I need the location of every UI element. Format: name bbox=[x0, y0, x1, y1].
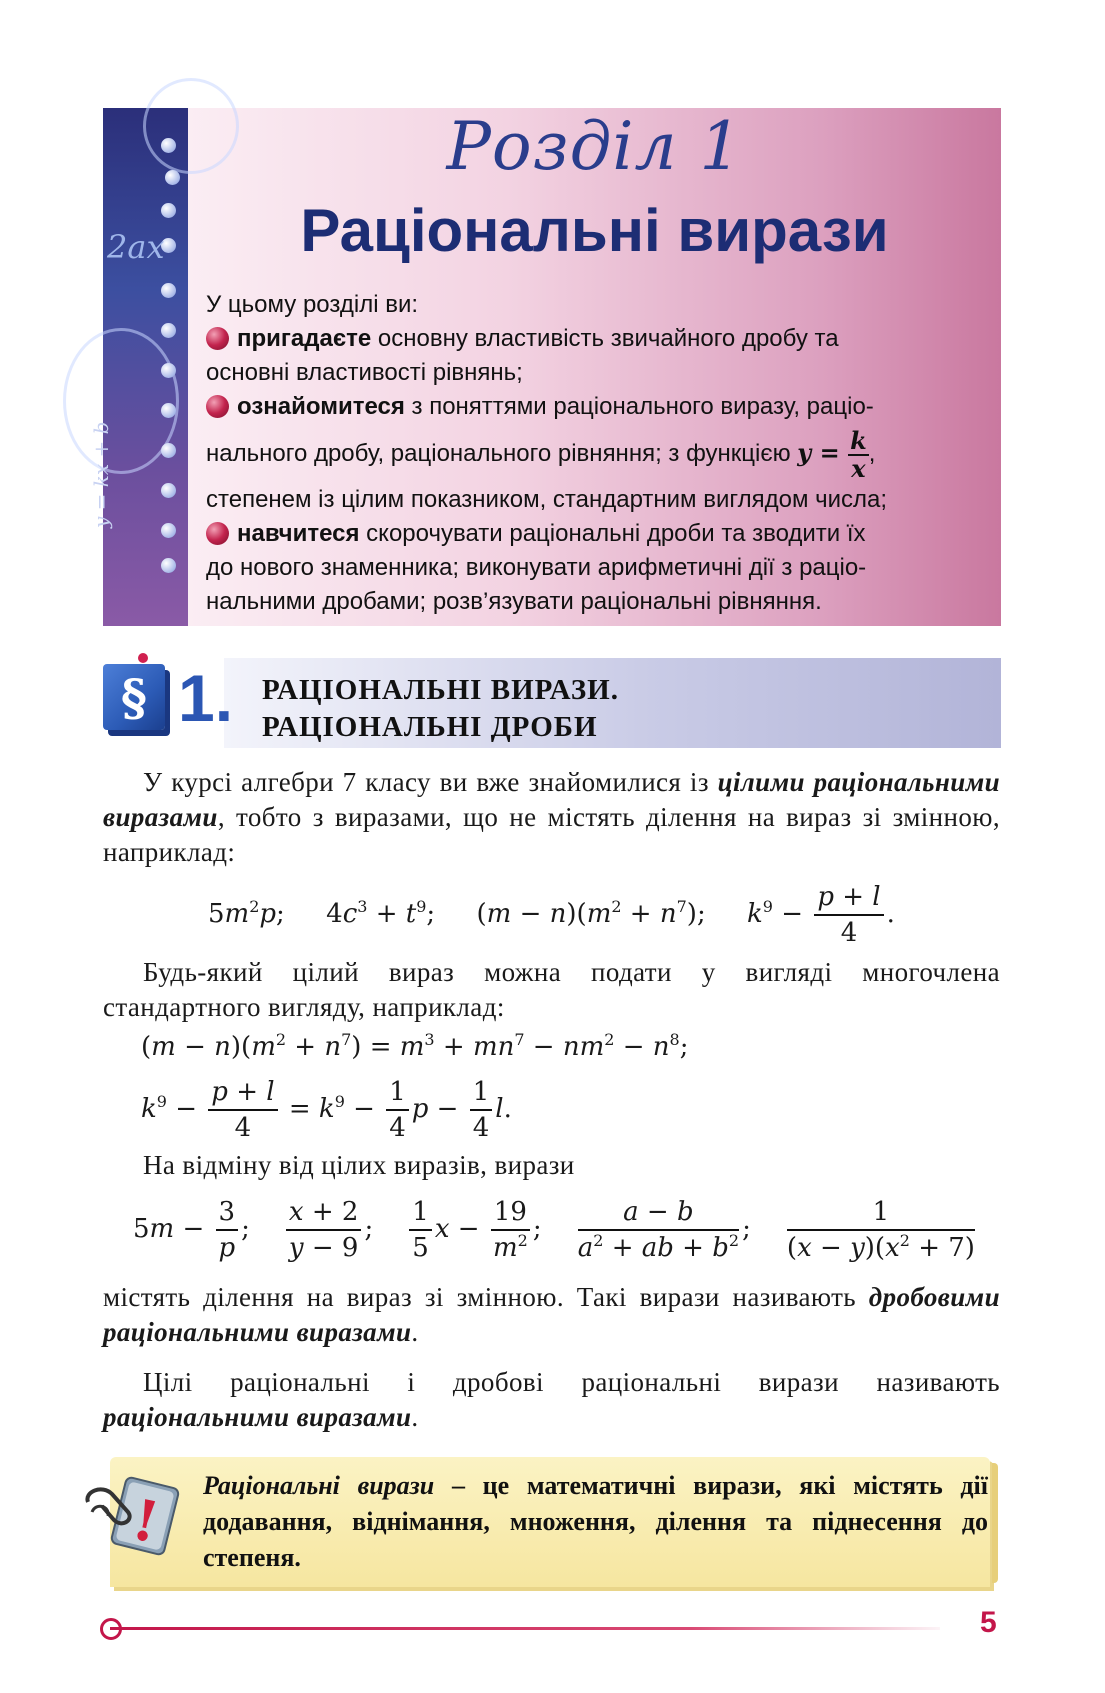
paragraph bbox=[103, 1365, 1000, 1435]
intro-text: з поняттями раціонального виразу, раціо- bbox=[404, 393, 874, 420]
paragraph bbox=[103, 765, 1000, 870]
intro-item bbox=[206, 517, 986, 551]
section-title-line: РАЦІОНАЛЬНІ ДРОБИ bbox=[262, 711, 598, 743]
chapter-label: Розділ 1 bbox=[446, 108, 743, 185]
math-examples-integer: $5m^2p$; $4c^3 + t^9$; $(m - n)(m^2 + n^7)$; $k^9$ − $\frac{p + l}{4}$ . bbox=[208, 882, 895, 948]
definition-term: Раціональні вирази bbox=[203, 1471, 435, 1500]
chapter-intro bbox=[206, 288, 986, 619]
section-number: 1. bbox=[178, 661, 234, 735]
clip-exclamation-icon bbox=[82, 1468, 178, 1568]
bullet-icon bbox=[206, 522, 229, 545]
math-identity-2: $k^9$ − $\frac{p + l}{4}$ = $k^9$ − $\frac{1}{4}$ p − $\frac{1}{4}$ l. bbox=[141, 1077, 512, 1143]
paragraph-text: На відміну від цілих виразів, вирази bbox=[143, 1150, 575, 1180]
intro-text: скорочувати раціональні дроби та зводити їх bbox=[359, 520, 866, 547]
intro-keyword: пригадаєте bbox=[237, 325, 372, 352]
function-eq: = bbox=[811, 438, 849, 467]
section-title bbox=[262, 672, 619, 746]
paragraph-text: . bbox=[411, 1317, 419, 1347]
intro-text: до нового знаменника; виконувати арифметичні дії з раціо- bbox=[206, 554, 867, 581]
intro-keyword: ознайомитеся bbox=[237, 393, 405, 420]
intro-text: основну властивість звичайного дробу та bbox=[371, 325, 839, 352]
intro-text: нального дробу, раціонального рівняння; з функцією bbox=[206, 440, 798, 467]
math-identity-1: $(m - n)(m^2 + n^7) = m^3 + mn^7 - nm^2 - n^8$; bbox=[141, 1030, 689, 1062]
decor-formula: 2ax bbox=[107, 228, 165, 266]
decor-dot bbox=[161, 443, 176, 458]
section-title-line: РАЦІОНАЛЬНІ ВИРАЗИ. bbox=[262, 674, 619, 706]
section-symbol: § bbox=[120, 668, 148, 727]
definition-text bbox=[203, 1468, 988, 1576]
paragraph-text: Будь-який цілий вираз можна подати у вигляді многочлена стандартного вигляду, наприклад: bbox=[103, 957, 1000, 1022]
definition-body: – це математичні вирази, які містять дії додавання, віднімання, множення, ділення та піднесення до степеня. bbox=[203, 1471, 988, 1572]
section-symbol-icon bbox=[103, 664, 165, 730]
svg-text:!: ! bbox=[126, 1486, 165, 1557]
function-fraction bbox=[848, 425, 869, 483]
intro-item bbox=[206, 390, 986, 424]
paragraph bbox=[103, 1148, 1000, 1183]
decor-dot bbox=[161, 558, 176, 573]
intro-text: , bbox=[868, 440, 876, 467]
fraction-numerator: k bbox=[850, 425, 867, 455]
decor-dot bbox=[161, 363, 176, 378]
decor-dot bbox=[161, 138, 176, 153]
term-emphasis: цілими раціональними виразами bbox=[103, 767, 1001, 832]
bullet-icon bbox=[206, 395, 229, 418]
decor-dot bbox=[161, 403, 176, 418]
decor-dot bbox=[161, 523, 176, 538]
chapter-title: Раціональні вирази bbox=[300, 197, 889, 264]
intro-text: степенем із цілим показником, стандартним виглядом числа; bbox=[206, 486, 888, 513]
term-emphasis: раціональними виразами bbox=[103, 1402, 412, 1432]
intro-keyword: навчитеся bbox=[237, 520, 360, 547]
fraction-denominator: x bbox=[851, 453, 866, 483]
intro-text bbox=[206, 424, 986, 483]
function-y: y bbox=[797, 438, 812, 467]
intro-text: основні властивості рівнянь; bbox=[206, 359, 523, 386]
decor-dot bbox=[161, 323, 176, 338]
paragraph-text: Цілі раціональні і дробові раціональні вирази називають bbox=[143, 1367, 1000, 1397]
paragraph-text: У курсі алгебри 7 класу ви вже знайомилися із bbox=[143, 767, 718, 797]
intro-text: нальними дробами; розв’язувати раціональні рівняння. bbox=[206, 588, 822, 615]
intro-item bbox=[206, 322, 986, 356]
decor-formula: y = kx + b bbox=[89, 421, 113, 528]
bullet-icon bbox=[206, 327, 229, 350]
decor-dot bbox=[161, 483, 176, 498]
paragraph bbox=[103, 955, 1000, 1025]
paragraph-text: , тобто з виразами, що не містять ділення на вираз зі змінною, наприклад: bbox=[103, 802, 1000, 867]
decor-dot bbox=[161, 283, 176, 298]
decor-dot bbox=[165, 170, 180, 185]
intro-lead: У цьому розділі ви: bbox=[206, 291, 419, 318]
decor-dot bbox=[161, 203, 176, 218]
page-number: 5 bbox=[980, 1606, 997, 1639]
banner-decoration bbox=[89, 108, 188, 626]
math-examples-fractional: 5m − $\frac{3}{p}$ ; $\frac{x + 2}{y - 9}$ ; $\frac{1}{5}$ x − $\frac{19}{m^2}$ ; $\frac{a - b}{a^2 + ab + b^2}$ ; $\frac{1}{(x - y)(x^2 + 7)}$ bbox=[133, 1197, 975, 1263]
footer-rule bbox=[110, 1627, 940, 1630]
paragraph-text: містять ділення на вираз зі змінною. Такі вирази називають bbox=[103, 1282, 869, 1312]
paragraph-text: . bbox=[411, 1402, 419, 1432]
term-emphasis: дробовими раціональними виразами bbox=[103, 1282, 1000, 1347]
paragraph bbox=[103, 1280, 1000, 1350]
